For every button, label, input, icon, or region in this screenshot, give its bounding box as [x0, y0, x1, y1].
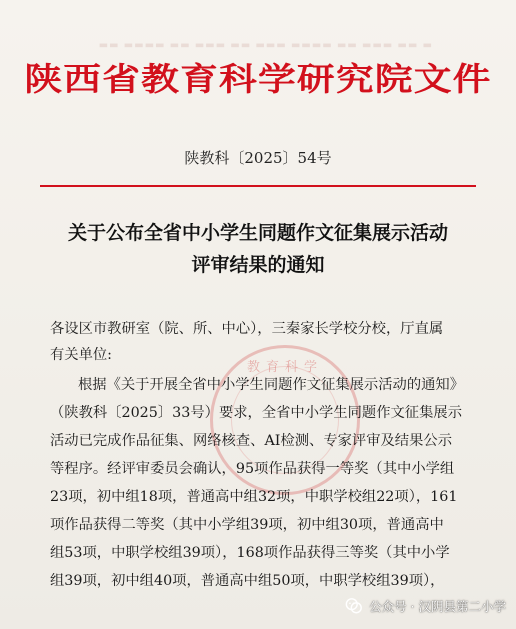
account-watermark	[345, 595, 506, 617]
faint-seal-stamp: 教育科学	[210, 345, 360, 495]
body-line-1: 各设区市教研室（院、所、中心），三秦家长学校分校，厅直属	[50, 321, 444, 337]
document-number: 陕教科〔2025〕54号	[184, 149, 332, 167]
wechat-official-account-icon	[345, 597, 363, 615]
red-divider-line	[40, 185, 476, 187]
body-line-6: 等程序。经评审委员会确认，95项作品获得一等奖（其中小学组	[50, 461, 455, 477]
body-line-2: 有关单位:	[50, 347, 113, 363]
reverse-side-bleed-through: ▬ ▬▬ ▬▬▬ ▬▬ ▬▬▬▬ ▬▬▬ ▬▬ ▬▬▬ ▬▬ ▬▬▬▬ ▬▬	[97, 40, 432, 51]
body-line-5: 活动已完成作品征集、网络核查、AI检测、专家评审及结果公示	[50, 433, 452, 449]
body-line-4: （陕教科〔2025〕33号）要求，全省中小学生同题作文征集展示	[50, 405, 462, 421]
body-line-10: 组39项，初中组40项，普通高中组50项，中职学校组39项），	[50, 573, 445, 589]
watermark-text: 公众号 · 汉阴县第二小学	[369, 599, 506, 614]
issuer-header: 陕西省教育科学研究院文件	[24, 60, 492, 98]
body-line-9: 组53项，中职学校组39项），168项作品获得三等奖（其中小学	[50, 545, 450, 561]
notice-title-line-1: 关于公布全省中小学生同题作文征集展示活动	[67, 222, 448, 244]
notice-title-line-2: 评审结果的通知	[191, 254, 325, 276]
body-line-3: 根据《关于开展全省中小学生同题作文征集展示活动的通知》	[78, 377, 465, 393]
body-line-8: 项作品获得二等奖（其中小学组39项，初中组30项，普通高中	[50, 517, 444, 533]
body-line-7: 23项，初中组18项，普通高中组32项，中职学校组22项），161	[50, 489, 458, 505]
